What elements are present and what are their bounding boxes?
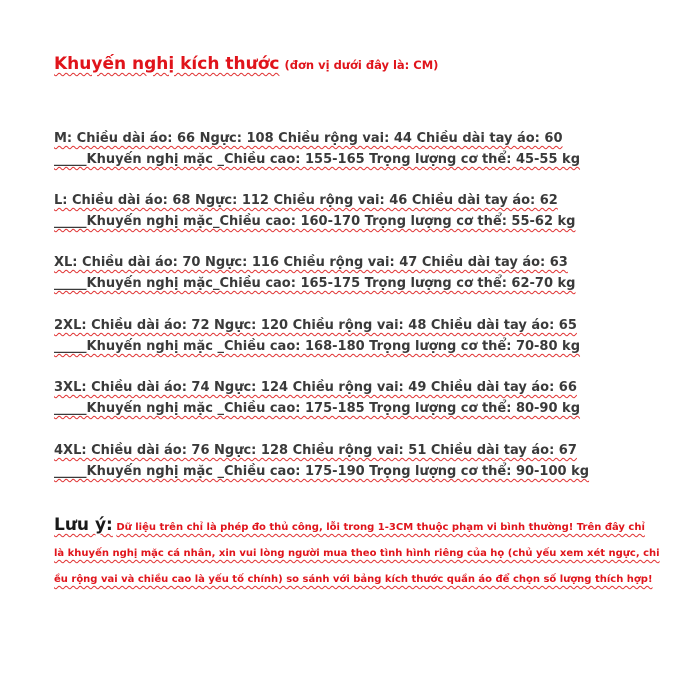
size-l-measurements: L: Chiều dài áo: 68 Ngực: 112 Chiều rộng vai: 46 Chiều dài tay áo: 62 bbox=[54, 193, 558, 208]
size-xl-block bbox=[54, 252, 575, 294]
note-line-1: Dữ liệu trên chỉ là phép đo thủ công, lỗi trong 1-3CM thuộc phạm vi bình thường! Trên đây chỉ bbox=[116, 522, 645, 533]
size-l-recommendation: _____Khuyến nghị mặc_Chiều cao: 160-170 Trọng lượng cơ thể: 55-62 kg bbox=[54, 214, 576, 229]
title-main: Khuyến nghị kích thước bbox=[54, 54, 280, 74]
note-line-2: là khuyến nghị mặc cá nhân, xin vui lòng người mua theo tình hình riêng của họ (chủ yếu xem xét ngực, chi bbox=[54, 548, 660, 559]
size-4xl-measurements: 4XL: Chiều dài áo: 76 Ngực: 128 Chiều rộng vai: 51 Chiều dài tay áo: 67 bbox=[54, 443, 577, 458]
size-2xl-block bbox=[54, 315, 580, 357]
size-xl-recommendation: _____Khuyến nghị mặc_Chiều cao: 165-175 Trọng lượng cơ thể: 62-70 kg bbox=[54, 276, 576, 291]
note-heading: Lưu ý: bbox=[54, 515, 113, 535]
page-title bbox=[54, 54, 438, 74]
title-unit-note: (đơn vị dưới đây là: CM) bbox=[284, 58, 439, 72]
size-m-recommendation: _____Khuyến nghị mặc _Chiều cao: 155-165 Trọng lượng cơ thể: 45-55 kg bbox=[54, 152, 581, 167]
size-4xl-block bbox=[54, 440, 589, 482]
size-m-block bbox=[54, 128, 580, 170]
note-line-3: ều rộng vai và chiều cao là yếu tố chính) so sánh với bảng kích thước quần áo để chọn số lượng thích hợp! bbox=[54, 574, 653, 585]
size-3xl-measurements: 3XL: Chiều dài áo: 74 Ngực: 124 Chiều rộng vai: 49 Chiều dài tay áo: 66 bbox=[54, 380, 577, 395]
note-section bbox=[54, 512, 660, 593]
size-l-block bbox=[54, 190, 575, 232]
size-2xl-measurements: 2XL: Chiều dài áo: 72 Ngực: 120 Chiều rộng vai: 48 Chiều dài tay áo: 65 bbox=[54, 318, 577, 333]
size-4xl-recommendation: _____Khuyến nghị mặc _Chiều cao: 175-190 Trọng lượng cơ thể: 90-100 kg bbox=[54, 464, 590, 479]
size-3xl-recommendation: _____Khuyến nghị mặc _Chiều cao: 175-185 Trọng lượng cơ thể: 80-90 kg bbox=[54, 401, 581, 416]
size-2xl-recommendation: _____Khuyến nghị mặc _Chiều cao: 168-180 Trọng lượng cơ thể: 70-80 kg bbox=[54, 339, 581, 354]
size-3xl-block bbox=[54, 377, 580, 419]
size-m-measurements: M: Chiều dài áo: 66 Ngực: 108 Chiều rộng vai: 44 Chiều dài tay áo: 60 bbox=[54, 131, 563, 146]
size-xl-measurements: XL: Chiều dài áo: 70 Ngực: 116 Chiều rộng vai: 47 Chiều dài tay áo: 63 bbox=[54, 255, 568, 270]
